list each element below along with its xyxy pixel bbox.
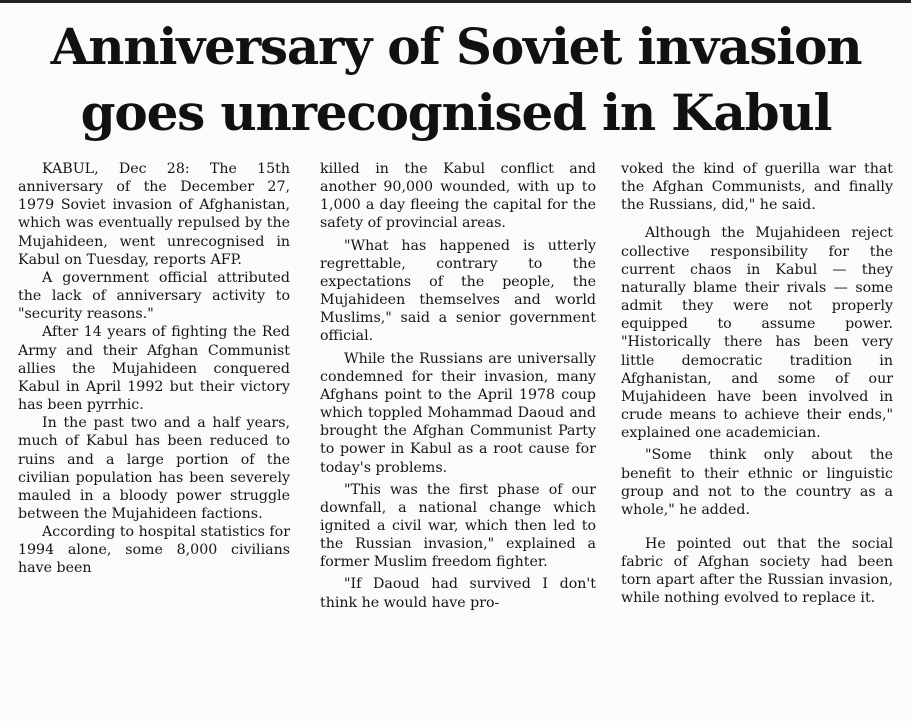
paragraph: "This was the first phase of our downfall, a national change which ignited a civil war, which then led to the Russian invasion," explained a former Muslim freedom fighter. — [320, 481, 596, 571]
paragraph: After 14 years of fighting the Red Army and their Afghan Communist allies the Mujahideen conquered Kabul in April 1992 but their victory has been pyrrhic. — [18, 324, 290, 414]
paragraph: While the Russians are universally condemned for their invasion, many Afghans point to the April 1978 coup which toppled Mohammad Daoud and brought the Afghan Communist Party to power in Kabul as a root cause for today's problems. — [320, 350, 596, 476]
paragraph: In the past two and a half years, much of Kabul has been reduced to ruins and a large portion of the civilian population has been severely mauled in a bloody power struggle between the Mujahideen factions. — [18, 415, 290, 522]
paragraph-continued: voked the kind of guerilla war that the Afghan Communists, and finally the Russians, did," he said. — [621, 161, 893, 214]
headline-line-2: goes unrecognised in Kabul — [80, 83, 832, 142]
paragraph-dateline: KABUL, Dec 28: The 15th anniversary of the December 27, 1979 Soviet invasion of Afghanistan, which was eventually repulsed by the Mujahideen, went unrecognised in Kabul on Tuesday, reports AFP. — [18, 161, 290, 268]
paragraph: According to hospital statistics for 1994 alone, some 8,000 civilians have been — [18, 524, 290, 577]
top-rule — [0, 0, 911, 6]
headline-line-1: Anniversary of Soviet invasion — [50, 17, 862, 76]
headline — [6, 14, 906, 146]
column-1 — [18, 160, 290, 578]
paragraph: "What has happened is utterly regrettable, contrary to the expectations of the people, the Mujahideen themselves and world Muslims," said a senior government official. — [320, 237, 596, 345]
paragraph-continued: killed in the Kabul conflict and another 90,000 wounded, with up to 1,000 a day fleeing the capital for the safety of provincial areas. — [320, 161, 596, 232]
paragraph: He pointed out that the social fabric of Afghan society had been torn apart after the Russian invasion, while nothing evolved to replace it. — [621, 535, 893, 607]
column-2 — [320, 160, 596, 612]
paragraph: "If Daoud had survived I don't think he would have pro- — [320, 576, 596, 611]
paragraph: A government official attributed the lack of anniversary activity to "security reasons." — [18, 269, 290, 323]
article-body — [18, 160, 893, 720]
column-3 — [621, 160, 893, 608]
paragraph: Although the Mujahideen reject collective responsibility for the current chaos in Kabul — they naturally blame their rivals — some admit they were not properly equipped to assume power. "Historically there has been very little democratic tradition in Afghanistan, and some of our Mujahideen have been involved in crude means to achieve their ends," explained one academician. — [621, 225, 893, 442]
paragraph: "Some think only about the benefit to their ethnic or linguistic group and not to the country as a whole," he added. — [621, 447, 893, 518]
